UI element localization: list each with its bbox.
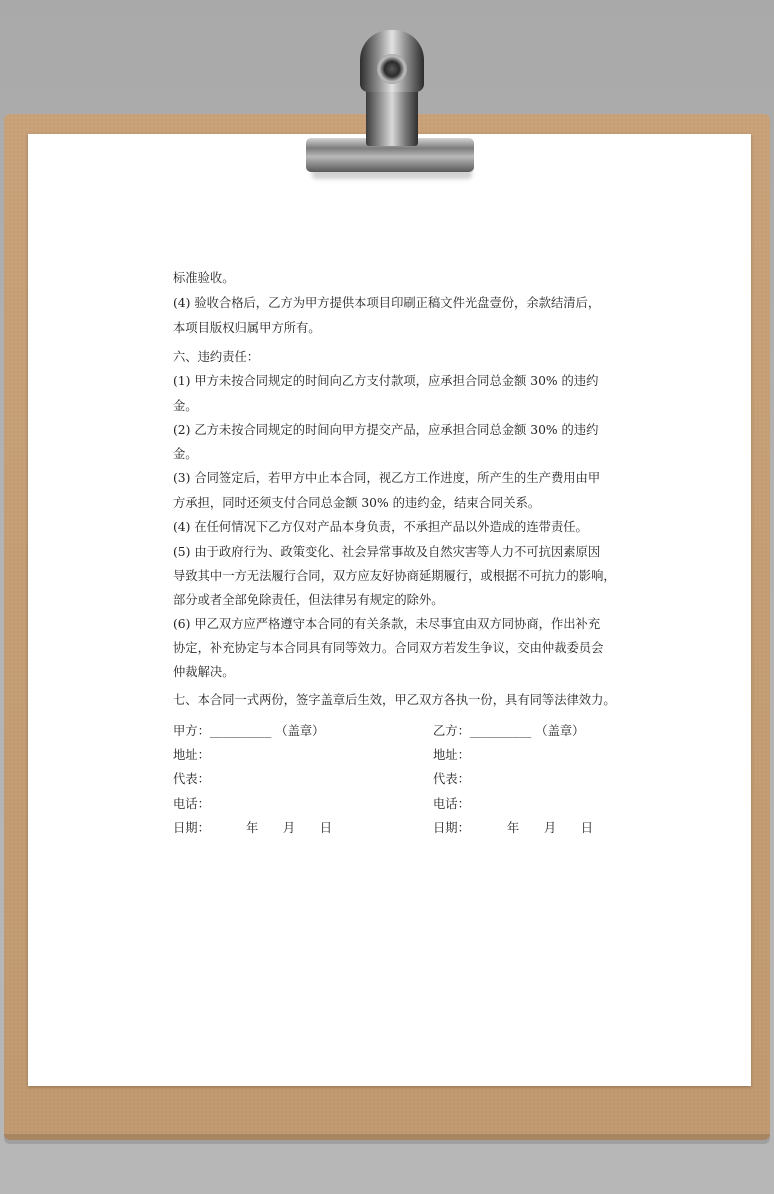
text-line: 金。 — [173, 447, 198, 461]
text-line: 协定，补充协定与本合同具有同等效力。合同双方若发生争议，交由仲裁委员会 — [173, 641, 604, 655]
text-line: (4) 在任何情况下乙方仅对产品本身负责，不承担产品以外造成的连带责任。 — [173, 520, 588, 534]
text-line: (3) 合同签定后，若甲方中止本合同，视乙方工作进度，所产生的生产费用由甲 — [173, 471, 601, 485]
text-line: (5) 由于政府行为、政策变化、社会异常事故及自然灾害等人力不可抗因素原因 — [173, 545, 601, 559]
party-a-representative: 代表： — [173, 772, 210, 786]
text-line: 本项目版权归属甲方所有。 — [173, 321, 321, 335]
party-b-phone: 电话： — [433, 797, 470, 811]
party-b-address: 地址： — [433, 748, 470, 762]
paper-sheet — [28, 134, 751, 1086]
party-b-name: 乙方：__________ （盖章） — [433, 724, 585, 738]
party-a-date-units: 年 月 日 — [246, 821, 333, 835]
text-line: (1) 甲方未按合同规定的时间向乙方支付款项，应承担合同总金额 30% 的违约 — [173, 374, 599, 388]
section-heading: 六、违约责任： — [173, 350, 260, 364]
text-line: 仲裁解决。 — [173, 665, 235, 679]
text-line: 部分或者全部免除责任，但法律另有规定的除外。 — [173, 593, 444, 607]
text-line: 金。 — [173, 399, 198, 413]
party-b-representative: 代表： — [433, 772, 470, 786]
clip-neck — [366, 86, 418, 146]
party-a-date-label: 日期： — [173, 821, 210, 835]
party-a-phone: 电话： — [173, 797, 210, 811]
text-line: (4) 验收合格后，乙方为甲方提供本项目印刷正稿文件光盘壹份，余款结清后， — [173, 296, 601, 310]
text-line: (2) 乙方未按合同规定的时间向甲方提交产品，应承担合同总金额 30% 的违约 — [173, 423, 599, 437]
party-a-name: 甲方：__________ （盖章） — [173, 724, 325, 738]
clipboard-edge — [4, 1134, 770, 1144]
text-line: (6) 甲乙双方应严格遵守本合同的有关条款，未尽事宜由双方同协商，作出补充 — [173, 617, 601, 631]
party-b-date-units: 年 月 日 — [507, 821, 594, 835]
text-line: 标准验收。 — [173, 271, 235, 285]
text-line: 导致其中一方无法履行合同，双方应友好协商延期履行，或根据不可抗力的影响， — [173, 569, 616, 583]
party-b-date-label: 日期： — [433, 821, 470, 835]
text-line: 方承担，同时还须支付合同总金额 30% 的违约金，结束合同关系。 — [173, 496, 541, 510]
section-heading: 七、本合同一式两份，签字盖章后生效，甲乙双方各执一份，具有同等法律效力。 — [173, 693, 616, 707]
party-a-address: 地址： — [173, 748, 210, 762]
clip-rivet — [377, 54, 407, 84]
